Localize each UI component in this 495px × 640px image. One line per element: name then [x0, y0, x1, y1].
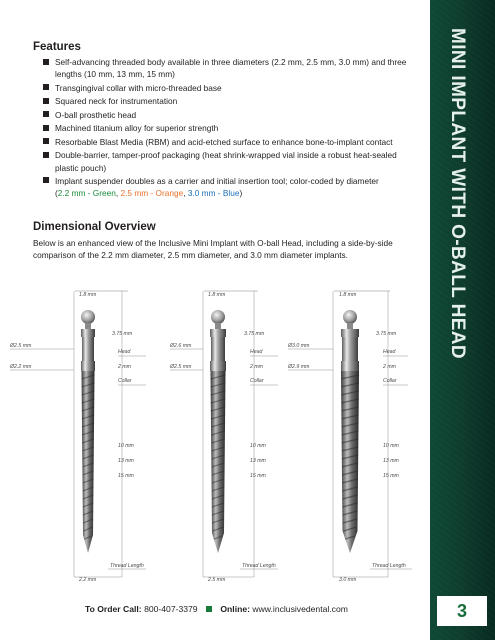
head-diameter-label: Ø3.0 mm	[288, 343, 310, 349]
features-heading: Features	[33, 41, 81, 53]
page-number-box	[437, 596, 487, 626]
length-15-label: 15 mm	[250, 473, 266, 479]
head-label: Head	[250, 349, 263, 355]
ball-label: 1.8 mm	[79, 292, 97, 298]
dimensional-intro: Below is an enhanced view of the Inclusive Mini Implant with O-ball Head, including a side-by-side comparison of the 2.2 mm diameter, 2.5 mm diameter, and 3.0 mm diameter implants.	[33, 238, 393, 261]
bullet-icon	[43, 59, 49, 65]
color-code-orange: 2.5 mm - Orange	[120, 188, 184, 199]
collar-diameter-label: Ø2.5 mm	[170, 364, 192, 370]
phone-number[interactable]: 800-407-3379	[144, 604, 198, 614]
feature-item: Self-advancing threaded body available in three diameters (2.2 mm, 2.5 mm, 3.0 mm) and three lengths (10 mm, 13 mm, 15 mm)	[55, 56, 410, 81]
features-list	[55, 56, 410, 201]
o-ball-head	[343, 310, 357, 324]
diameter-label: 2.2 mm	[79, 577, 97, 583]
feature-item: Transgingival collar with micro-threaded base	[55, 82, 410, 94]
head-label: Head	[383, 349, 396, 355]
head-diameter-label: Ø2.6 mm	[170, 343, 192, 349]
collar-label: Collar	[250, 378, 264, 384]
threaded-body	[82, 371, 95, 553]
o-ball-head	[81, 310, 95, 324]
website-link[interactable]: www.inclusivedental.com	[252, 604, 348, 614]
bullet-icon	[43, 111, 49, 117]
bullet-icon	[43, 177, 49, 183]
bullet-icon	[43, 125, 49, 131]
threaded-body	[211, 371, 226, 553]
head-height-label: 3.75 mm	[112, 331, 133, 337]
implant-3-0mm	[287, 291, 412, 583]
head-height-label: 3.75 mm	[244, 331, 265, 337]
footer	[85, 604, 425, 614]
order-label: To Order Call:	[85, 604, 142, 614]
length-10-label: 10 mm	[118, 443, 134, 449]
sidebar-title	[446, 28, 476, 360]
head-diameter-label: Ø2.5 mm	[10, 343, 32, 349]
sidebar-title-text: MINI IMPLANT WITH O-BALL HEAD	[447, 28, 468, 360]
implant-diagram	[0, 285, 430, 585]
length-13-label: 13 mm	[118, 458, 134, 464]
feature-item: Double-barrier, tamper-proof packaging (heat shrink-wrapped vial inside a robust heat-sealed plastic pouch)	[55, 149, 410, 174]
length-13-label: 13 mm	[250, 458, 266, 464]
collar-diameter-label: Ø2.2 mm	[10, 364, 32, 370]
thread-length-label: Thread Length	[110, 563, 144, 569]
collar-height-label: 2 mm	[118, 364, 131, 370]
head-label: Head	[118, 349, 131, 355]
collar-label: Collar	[383, 378, 397, 384]
ball-label: 1.8 mm	[339, 292, 357, 298]
online-label: Online:	[220, 604, 250, 614]
head-height-label: 3.75 mm	[376, 331, 397, 337]
dimensional-heading: Dimensional Overview	[33, 221, 156, 233]
color-code-blue: 3.0 mm - Blue	[187, 188, 240, 199]
feature-item: Resorbable Blast Media (RBM) and acid-etched surface to enhance bone-to-implant contact	[55, 136, 410, 148]
collar-height-label: 2 mm	[383, 364, 396, 370]
feature-item: Implant suspender doubles as a carrier and initial insertion tool; color-coded by diameter (2.2 mm - Green, 2.5 mm - Orange, 3.0 mm - Blue)	[55, 175, 410, 200]
thread-length-label: Thread Length	[242, 563, 276, 569]
collar-height-label: 2 mm	[250, 364, 263, 370]
collar-label: Collar	[118, 378, 132, 384]
length-13-label: 13 mm	[383, 458, 399, 464]
feature-item: O-ball prosthetic head	[55, 109, 410, 121]
length-15-label: 15 mm	[118, 473, 134, 479]
threaded-body	[341, 371, 359, 553]
feature-item: Squared neck for instrumentation	[55, 95, 410, 107]
diameter-label: 2.5 mm	[208, 577, 226, 583]
bullet-icon	[43, 98, 49, 104]
bullet-icon	[43, 84, 49, 90]
color-code-line: (2.2 mm - Green, 2.5 mm - Orange, 3.0 mm - Blue)	[55, 188, 243, 199]
bullet-icon	[43, 152, 49, 158]
square-separator-icon	[206, 606, 212, 612]
o-ball-head	[211, 310, 225, 324]
page-number: 3	[456, 601, 467, 621]
collar-diameter-label: Ø2.9 mm	[288, 364, 310, 370]
feature-item: Machined titanium alloy for superior strength	[55, 122, 410, 134]
length-10-label: 10 mm	[250, 443, 266, 449]
diameter-label: 3.0 mm	[339, 577, 357, 583]
thread-length-label: Thread Length	[372, 563, 406, 569]
length-15-label: 15 mm	[383, 473, 399, 479]
implant-2-2mm	[9, 291, 146, 583]
length-10-label: 10 mm	[383, 443, 399, 449]
color-code-green: 2.2 mm - Green	[57, 188, 116, 199]
implant-2-5mm	[169, 291, 278, 583]
bullet-icon	[43, 138, 49, 144]
ball-label: 1.8 mm	[208, 292, 226, 298]
